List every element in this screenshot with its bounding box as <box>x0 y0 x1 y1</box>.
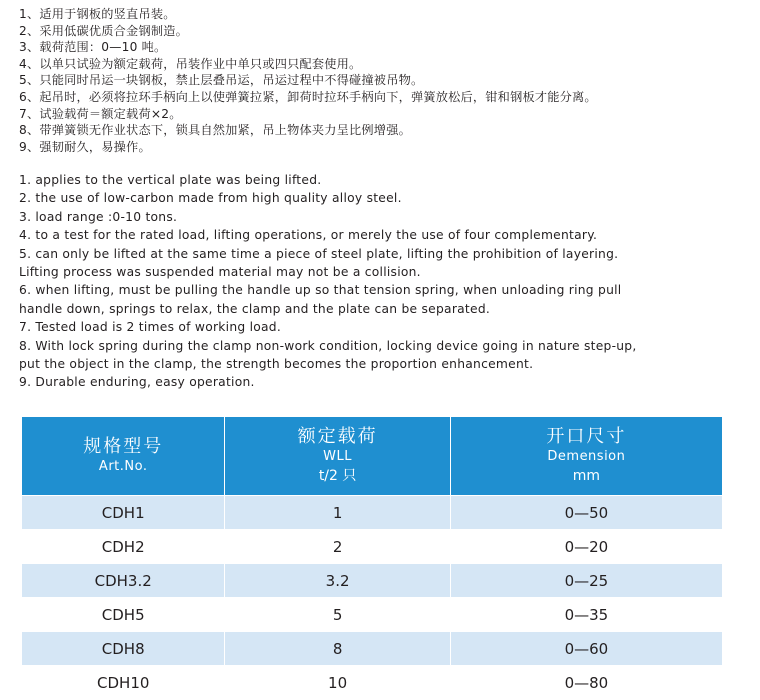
en-line: Lifting process was suspended material may not be a collision. <box>19 265 421 280</box>
model-cell: CDH10 <box>22 666 225 699</box>
header-opening-zh: 开口尺寸 <box>546 426 627 447</box>
table-header <box>22 417 722 496</box>
header-model-cell <box>22 417 225 495</box>
header-load-cell <box>225 417 450 495</box>
zh-item: 6、起吊时，必须将拉环手柄向上以使弹簧拉紧，卸荷时拉环手柄向下，弹簧放松后，钳和钢板才能分离。 <box>19 89 597 104</box>
en-line: handle down, springs to relax, the clamp and the plate can be separated. <box>19 301 491 316</box>
load-cell: 3.2 <box>225 564 450 597</box>
en-line: 2. the use of low-carbon made from high quality alloy steel. <box>19 191 402 206</box>
en-line: 3. load range :0-10 tons. <box>19 209 178 224</box>
load-cell: 1 <box>225 496 450 529</box>
model-cell: CDH8 <box>22 632 225 665</box>
en-line: put the object in the clamp, the strength becomes the proportion enhancement. <box>19 357 534 372</box>
en-line: 5. can only be lifted at the same time a piece of steel plate, lifting the prohibition of layering. <box>19 246 619 261</box>
header-opening-unit: mm <box>572 468 601 484</box>
zh-item: 4、以单只试验为额定载荷，吊装作业中单只或四只配套使用。 <box>19 56 362 71</box>
load-cell: 10 <box>225 666 450 699</box>
zh-item: 3、载荷范围：0—10 吨。 <box>19 40 167 55</box>
table-row <box>22 632 722 666</box>
opening-cell: 0—25 <box>564 571 609 590</box>
zh-item: 8、带弹簧锁无作业状态下，锁具自然加紧，吊上物体夹力呈比例增强。 <box>19 123 411 138</box>
opening-cell: 0—20 <box>564 537 609 556</box>
header-load-unit: t/2 只 <box>318 468 357 484</box>
en-line: 4. to a test for the rated load, lifting operations, or merely the use of four complementary. <box>19 228 598 243</box>
en-line: 9. Durable enduring, easy operation. <box>19 375 255 390</box>
opening-cell: 0—80 <box>564 673 609 692</box>
opening-cell: 0—60 <box>564 639 609 658</box>
model-cell: CDH5 <box>22 598 225 631</box>
table-row <box>22 666 722 700</box>
opening-cell: 0—35 <box>564 605 609 624</box>
header-load-en: WLL <box>323 449 353 464</box>
en-line: 7. Tested load is 2 times of working load. <box>19 320 282 335</box>
zh-item: 9、强韧耐久，易操作。 <box>19 139 151 154</box>
table-row <box>22 564 722 598</box>
load-cell: 2 <box>225 530 450 563</box>
specification-table <box>22 417 722 699</box>
load-cell: 5 <box>225 598 450 631</box>
header-opening-cell <box>451 417 722 495</box>
chinese-specification-list <box>19 6 754 155</box>
model-cell: CDH1 <box>22 496 225 529</box>
zh-item: 2、采用低碳优质合金钢制造。 <box>19 23 188 38</box>
header-opening-en: Demension <box>547 449 626 464</box>
en-line: 1. applies to the vertical plate was being lifted. <box>19 173 322 187</box>
table-row <box>22 496 722 530</box>
zh-item: 7、试验载荷＝额定载荷×2。 <box>19 106 182 121</box>
model-cell: CDH2 <box>22 530 225 563</box>
header-model-en: Art.No. <box>98 459 148 474</box>
table-row <box>22 598 722 632</box>
header-model-zh: 规格型号 <box>83 436 164 457</box>
en-line: 8. With lock spring during the clamp non-work condition, locking device going in nature step-up, <box>19 338 637 353</box>
english-specification-list <box>19 171 754 392</box>
model-cell: CDH3.2 <box>22 564 225 597</box>
en-line: 6. when lifting, must be pulling the handle up so that tension spring, when unloading ring pull <box>19 283 622 298</box>
zh-item: 1、适用于钢板的竖直吊装。 <box>19 7 176 21</box>
opening-cell: 0—50 <box>564 503 609 522</box>
header-load-zh: 额定载荷 <box>297 426 378 447</box>
zh-item: 5、只能同时吊运一块钢板，禁止层叠吊运，吊运过程中不得碰撞被吊物。 <box>19 73 424 88</box>
load-cell: 8 <box>225 632 450 665</box>
table-row <box>22 530 722 564</box>
